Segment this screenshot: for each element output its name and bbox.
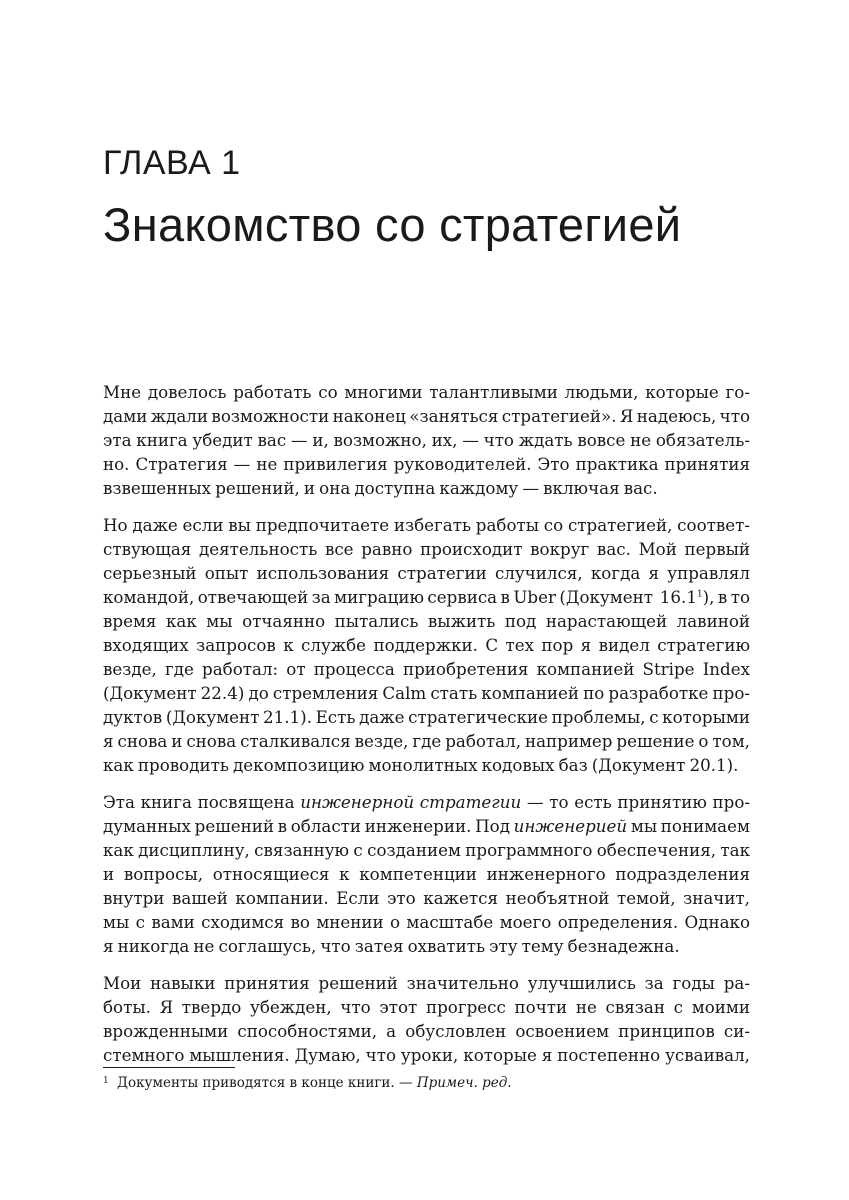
footnote-divider xyxy=(103,1067,235,1068)
text-line: думанных решений в области инженерии. Под инженерией мы понимаем xyxy=(103,816,750,836)
text-line: но. Стратегия — не привилегия руководителей. Это практика принятия xyxy=(103,454,750,474)
body-text xyxy=(103,380,750,1080)
footnote-mark: 1 xyxy=(103,1076,109,1086)
text-line: ствующая деятельность все равно происходит вокруг вас. Мой первый xyxy=(103,539,750,559)
text-line: боты. Я твердо убежден, что этот прогресс почти не связан с моими xyxy=(103,997,750,1017)
text-line: мы с вами сходимся во мнении о масштабе моего определения. Однако xyxy=(103,912,750,932)
footnote-text: Документы приводятся в конце книги. — xyxy=(117,1075,417,1091)
footnote-reference: 1 xyxy=(696,589,703,600)
text-line: Мне довелось работать со многими талантливыми людьми, которые го- xyxy=(103,382,750,402)
text-line: командой, отвечающей за миграцию сервиса в Uber (Документ 16.1$^1$), в то xyxy=(103,587,750,607)
text-line: (Документ 22.4) до стремления Calm стать компанией по разработке про- xyxy=(103,683,751,703)
footnote xyxy=(103,1071,750,1093)
text-line: стемного мышления. Думаю, что уроки, которые я постепенно усваивал, xyxy=(103,1045,750,1065)
paragraph xyxy=(103,513,750,777)
text-line: как дисциплину, связанную с созданием программного обеспечения, так xyxy=(103,840,750,860)
text-line: я никогда не соглашусь, что затея охватить эту тему безнадежна. xyxy=(103,936,680,956)
text-line: Эта книга посвящена инженерной стратегии — то есть принятию про- xyxy=(103,792,751,812)
text-line: дами ждали возможности наконец «заняться стратегией». Я надеюсь, что xyxy=(103,406,750,426)
emphasis: инженерной стратегии xyxy=(300,792,522,812)
book-page xyxy=(103,0,750,1200)
text-line: дуктов (Документ 21.1). Есть даже стратегические проблемы, с которыми xyxy=(103,707,750,727)
text-line: Мои навыки принятия решений значительно улучшились за годы ра- xyxy=(103,973,750,993)
paragraph xyxy=(103,380,750,500)
text-line: время как мы отчаянно пытались выжить под нарастающей лавиной xyxy=(103,611,750,631)
chapter-label: ГЛАВА 1 xyxy=(103,144,241,182)
text-line: везде, где работал: от процесса приобретения компанией Stripe Index xyxy=(103,659,750,679)
paragraph xyxy=(103,790,750,958)
text-line: и вопросы, относящиеся к компетенции инженерного подразделения xyxy=(103,864,750,884)
chapter-title: Знакомство со стратегией xyxy=(103,198,682,251)
text-line: серьезный опыт использования стратегии случился, когда я управлял xyxy=(103,563,750,583)
text-line: врожденными способностями, а обусловлен освоением принципов си- xyxy=(103,1021,750,1041)
paragraph xyxy=(103,971,750,1067)
text-line: я снова и снова сталкивался везде, где работал, например решение о том, xyxy=(103,731,750,751)
text-line: входящих запросов к службе поддержки. С тех пор я видел стратегию xyxy=(103,635,750,655)
text-line: Но даже если вы предпочитаете избегать работы со стратегией, соответ- xyxy=(103,515,750,535)
emphasis: инженерией xyxy=(513,816,628,836)
text-line: как проводить декомпозицию монолитных кодовых баз (Документ 20.1). xyxy=(103,755,739,775)
footnote-editor-note: Примеч. ред. xyxy=(416,1075,512,1091)
text-line: внутри вашей компании. Если это кажется необъятной темой, значит, xyxy=(103,888,750,908)
text-line: эта книга убедит вас — и, возможно, их, — что ждать вовсе не обязатель- xyxy=(103,430,750,450)
text-line: взвешенных решений, и она доступна каждому — включая вас. xyxy=(103,478,658,498)
